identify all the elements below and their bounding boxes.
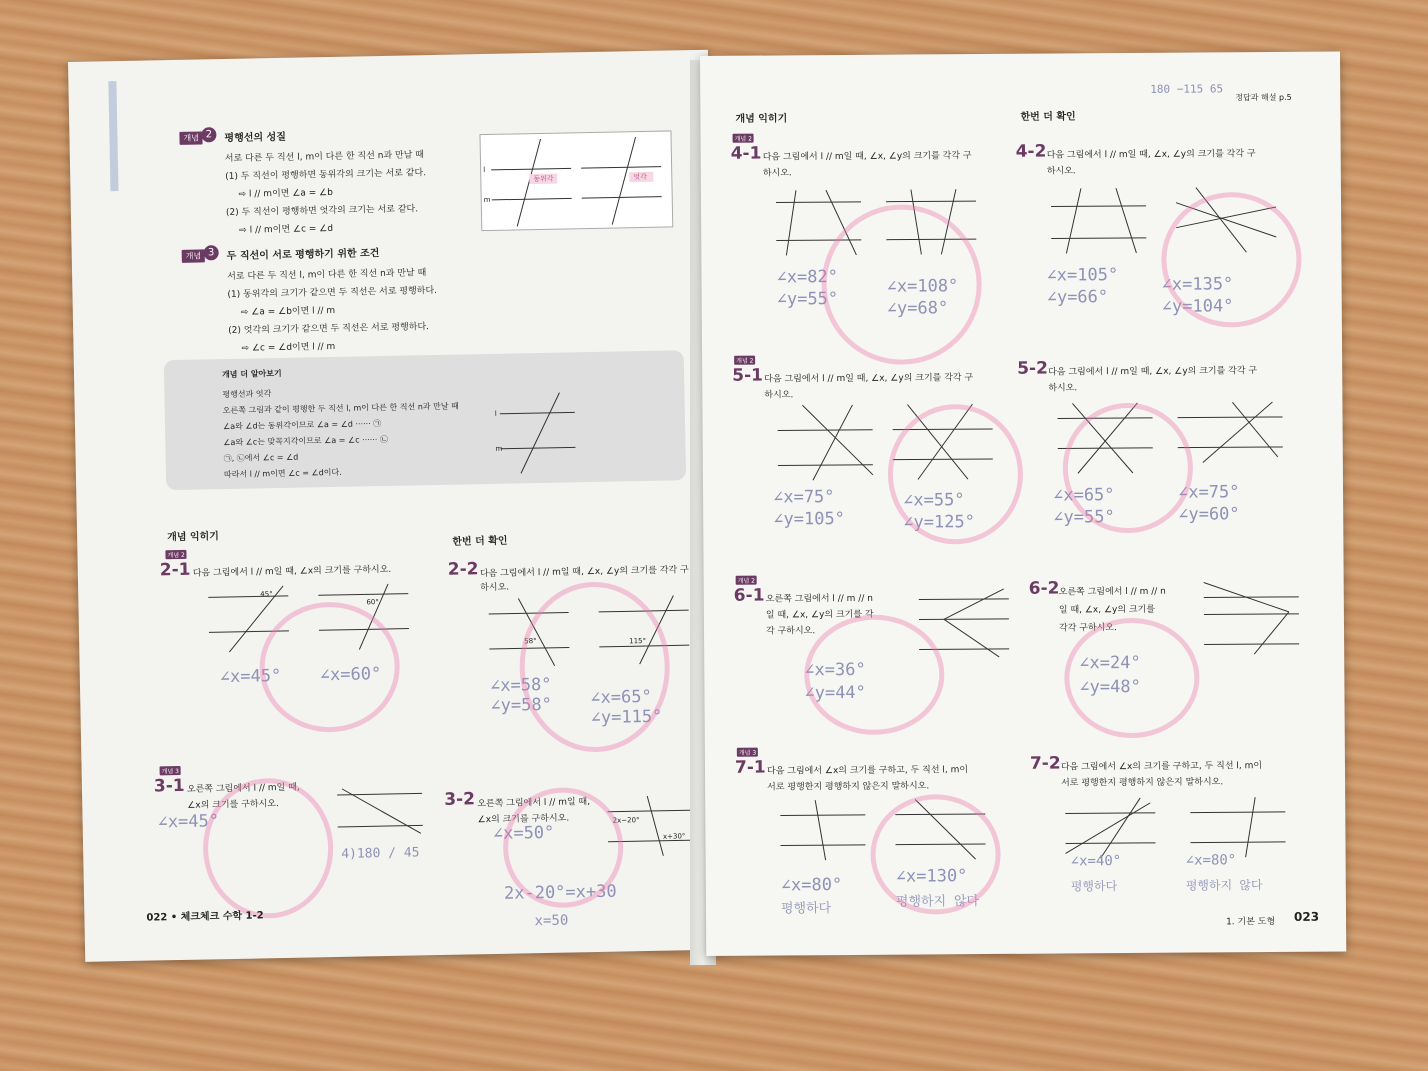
problem-text: ∠x의 크기를 구하시오. <box>187 799 279 811</box>
problem-text: 서로 평행한지 평행하지 않은지 말하시오. <box>1061 777 1224 789</box>
problem-number: 6-1 <box>733 585 765 606</box>
problem-text: 하시오. <box>1048 383 1078 394</box>
problem-tag: 개념 2 <box>165 550 186 559</box>
problem-number: 5-1 <box>732 365 764 386</box>
svg-text:m: m <box>483 195 491 205</box>
problem-text: 하시오. <box>1046 166 1076 177</box>
handwritten-answer: ∠y=44° <box>804 682 866 704</box>
problem-text: 다음 그림에서 l // m일 때, ∠x, ∠y의 크기를 각각 구 <box>1048 366 1258 378</box>
angle-label: 45° <box>260 590 273 599</box>
svg-text:m: m <box>495 444 503 453</box>
problem-text: 다음 그림에서 l // m일 때, ∠x, ∠y의 크기를 각각 구 <box>479 565 689 580</box>
problem-text: 각각 구하시오. <box>1058 623 1117 634</box>
alternate-angle-label: 엇각 <box>633 172 647 182</box>
handwritten-answer: ∠x=80° <box>1185 852 1237 869</box>
concept2-line: (1) 두 직선이 평행하면 동위각의 크기는 서로 같다. <box>225 168 427 183</box>
problem-tag: 개념 2 <box>734 356 755 365</box>
handwritten-answer: ∠y=48° <box>1079 676 1141 698</box>
problem-number: 2-2 <box>447 559 479 580</box>
handwritten-answer: ∠x=24° <box>1079 652 1141 674</box>
handwritten-answer: ∠x=105° <box>1046 265 1119 286</box>
problem-number: 7-2 <box>1029 753 1061 774</box>
problem-tag: 개념 3 <box>737 748 758 757</box>
handwritten-answer: ∠x=82° <box>776 267 839 288</box>
concept-number: 3 <box>204 245 219 260</box>
handwritten-answer: ∠x=60° <box>319 664 382 686</box>
concept3-line: 서로 다른 두 직선 l, m이 다른 한 직선 n과 만날 때 <box>227 268 427 282</box>
more-line: ㉠, ㉡에서 ∠c = ∠d <box>223 452 299 464</box>
problem-text: 각 구하시오. <box>765 626 816 637</box>
problem-text: 오른쪽 그림에서 l // m // n <box>1058 586 1166 598</box>
handwritten-answer: ∠x=45° <box>219 666 282 688</box>
problem-6-2-figure <box>1199 582 1310 658</box>
angle-label: 115° <box>629 637 647 646</box>
concept3-line: ⇨ ∠a = ∠b이면 l // m <box>240 305 336 318</box>
pink-check-mark <box>202 777 335 919</box>
handwritten-work: 4)180 / 45 <box>341 845 420 862</box>
problem-text: 다음 그림에서 l // m일 때, ∠x의 크기를 구하시오. <box>192 564 392 579</box>
svg-text:l: l <box>494 409 497 418</box>
handwritten-answer: ∠y=115° <box>590 706 663 729</box>
angle-label: x+30° <box>662 832 686 841</box>
more-line: 따라서 l // m이면 ∠c = ∠d이다. <box>223 467 342 480</box>
more-line: 오른쪽 그림과 같이 평행한 두 직선 l, m이 다른 한 직선 n과 만날 때 <box>222 401 459 416</box>
concept3-line: ⇨ ∠c = ∠d이면 l // m <box>241 341 336 354</box>
angle-label: 58° <box>524 637 537 646</box>
answer-reference: 정답과 해설 p.5 <box>1235 92 1292 103</box>
problem-number: 5-2 <box>1017 358 1048 379</box>
problem-text: ∠x의 크기를 구하시오. <box>477 813 570 826</box>
handwritten-answer: ∠x=45° <box>157 811 220 833</box>
concept2-figure <box>479 130 673 231</box>
right-page <box>700 52 1346 956</box>
handwritten-answer: ∠y=55° <box>1053 507 1115 528</box>
problem-number: 6-2 <box>1028 578 1060 599</box>
more-figure <box>494 392 586 474</box>
handwritten-answer: ∠y=125° <box>903 512 975 533</box>
problem-text: 일 때, ∠x, ∠y의 크기를 각 <box>765 609 874 621</box>
handwritten-answer: ∠x=50° <box>492 822 555 844</box>
handwritten-answer: ∠x=40° <box>1070 853 1122 870</box>
handwritten-answer: ∠x=65° <box>590 686 652 709</box>
handwritten-answer: ∠y=55° <box>776 289 839 310</box>
problem-text: 다음 그림에서 ∠x의 크기를 구하고, 두 직선 l, m이 <box>1060 761 1263 773</box>
handwritten-answer: 평행하다 <box>1070 879 1118 894</box>
handwritten-answer: ∠x=75° <box>1177 482 1240 503</box>
pink-check-mark <box>1161 192 1302 328</box>
problem-text: 오른쪽 그림에서 l // m일 때, <box>477 797 591 810</box>
angle-label: 60° <box>366 598 379 607</box>
handwritten-answer: ∠y=58° <box>490 694 553 717</box>
handwritten-answer: ∠x=58° <box>489 674 552 697</box>
pink-check-mark <box>1062 403 1193 534</box>
more-line: ∠a와 ∠c는 맞꼭지각이므로 ∠a = ∠c ······ ㉡ <box>223 434 389 448</box>
problem-text: 서로 평행한지 평행하지 않은지 말하시오. <box>767 781 930 793</box>
pink-check-mark <box>1064 618 1200 739</box>
section-practice: 개념 익히기 <box>735 113 788 125</box>
concept2-title: 평행선의 성질 <box>224 131 287 145</box>
section-check: 한번 더 확인 <box>1020 111 1076 123</box>
pink-check-mark <box>804 614 945 735</box>
problem-text: 하시오. <box>480 582 510 594</box>
problem-text: 오른쪽 그림에서 l // m // n <box>765 593 873 605</box>
left-page <box>68 50 725 962</box>
more-sub: 평행선과 엇각 <box>222 389 272 400</box>
pink-check-mark <box>258 601 400 734</box>
page-edge-stripe <box>108 81 118 191</box>
problem-text: 다음 그림에서 ∠x의 크기를 구하고, 두 직선 l, m이 <box>766 765 969 777</box>
handwritten-work: 2x-20°=x+30 <box>503 881 617 904</box>
problem-text: 하시오. <box>762 168 792 179</box>
problem-number: 3-1 <box>153 775 185 797</box>
concept-badge: 개념 <box>182 249 206 262</box>
handwritten-answer: 평행하지 않다 <box>1185 878 1263 893</box>
handwritten-answer: ∠y=66° <box>1046 287 1109 308</box>
section-practice: 개념 익히기 <box>167 531 220 544</box>
problem-text: 일 때, ∠x, ∠y의 크기를 <box>1058 604 1156 616</box>
angle-label: 2x−20° <box>612 816 640 825</box>
problem-text: 다음 그림에서 l // m일 때, ∠x, ∠y의 크기를 각각 구 <box>764 373 974 385</box>
concept-number: 2 <box>201 127 216 142</box>
problem-number: 2-1 <box>159 559 191 581</box>
problem-number: 4-2 <box>1015 141 1047 162</box>
page-footer: 022 • 체크체크 수학 1-2 <box>146 910 264 924</box>
corresponding-angle-label: 동위각 <box>533 174 554 184</box>
concept2-line: 서로 다른 두 직선 l, m이 다른 한 직선 n과 만날 때 <box>224 150 425 165</box>
problem-3-1-figure <box>332 785 433 837</box>
concept3-title: 두 직선이 서로 평행하기 위한 조건 <box>226 248 380 262</box>
problem-tag: 개념 2 <box>736 576 757 585</box>
handwritten-answer: 평행하다 <box>780 901 832 917</box>
chapter-footer: 1. 기본 도형 <box>1226 917 1276 928</box>
handwritten-work: x=50 <box>534 912 569 930</box>
concept2-line: ⇨ l // m이면 ∠a = ∠b <box>238 187 334 200</box>
problem-text: 다음 그림에서 l // m일 때, ∠x, ∠y의 크기를 각각 구 <box>1046 149 1256 161</box>
handwritten-answer: ∠y=104° <box>1161 296 1234 317</box>
page-number: 023 <box>1293 909 1320 924</box>
problem-text: 하시오. <box>764 390 794 401</box>
concept3-line: (1) 동위각의 크기가 같으면 두 직선은 서로 평행하다. <box>227 285 438 300</box>
svg-text:l: l <box>483 166 486 175</box>
pink-check-mark <box>887 404 1023 545</box>
handwritten-answer: ∠x=135° <box>1161 274 1234 295</box>
problem-tag: 개념 2 <box>733 134 754 143</box>
concept3-line: (2) 엇각의 크기가 같으면 두 직선은 서로 평행하다. <box>228 322 430 336</box>
problem-text: 다음 그림에서 l // m일 때, ∠x, ∠y의 크기를 각각 구 <box>762 151 972 163</box>
concept-badge: 개념 <box>179 131 203 144</box>
problem-number: 4-1 <box>730 143 762 164</box>
handwritten-answer: ∠x=65° <box>1053 485 1115 506</box>
problem-number: 7-1 <box>734 757 766 778</box>
problem-tag: 개념 3 <box>160 766 181 775</box>
handwritten-answer: ∠x=130° <box>895 866 968 887</box>
handwritten-answer: ∠x=36° <box>804 659 866 681</box>
handwritten-answer: ∠x=75° <box>773 487 835 508</box>
more-title: 개념 더 알아보기 <box>221 368 282 380</box>
handwritten-answer: ∠y=105° <box>773 509 845 530</box>
handwritten-answer: ∠x=80° <box>780 875 843 896</box>
margin-calculation: 180 −115 65 <box>1150 82 1224 96</box>
problem-text: 오른쪽 그림에서 l // m일 때, <box>186 782 300 795</box>
problem-number: 3-2 <box>444 789 476 810</box>
pink-check-mark <box>870 794 1001 915</box>
section-check: 한번 더 확인 <box>452 535 508 548</box>
more-line: ∠a와 ∠d는 동위각이므로 ∠a = ∠d ······ ㉠ <box>222 419 382 432</box>
handwritten-answer: ∠y=60° <box>1178 504 1240 525</box>
handwritten-answer: ∠x=55° <box>903 490 965 511</box>
handwritten-answer: 평행하지 않다 <box>895 894 980 910</box>
handwritten-answer: ∠y=68° <box>886 298 949 319</box>
concept2-line: (2) 두 직선이 평행하면 엇각의 크기는 서로 같다. <box>225 204 419 218</box>
pink-check-mark <box>821 204 982 365</box>
handwritten-answer: ∠x=108° <box>886 276 959 297</box>
concept2-line: ⇨ l // m이면 ∠c = ∠d <box>239 223 334 236</box>
